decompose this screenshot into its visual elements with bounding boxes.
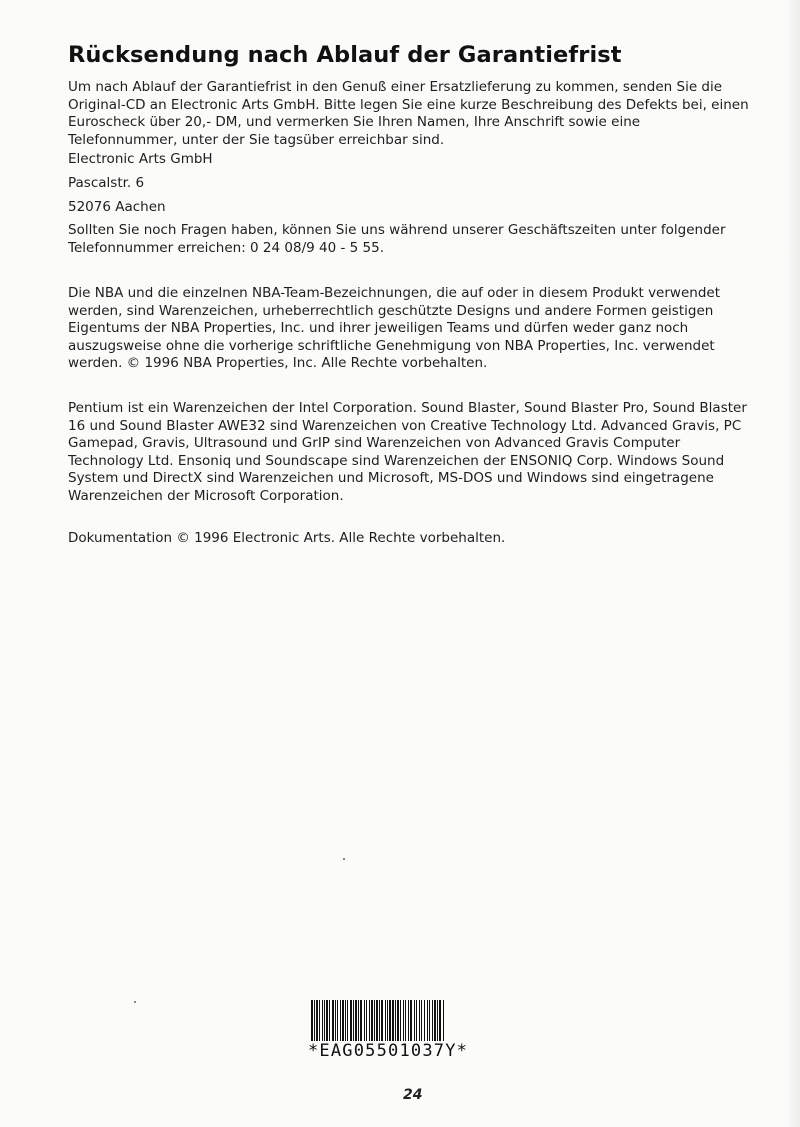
barcode-bar (381, 1000, 383, 1041)
barcode-bar (353, 1000, 354, 1041)
trademark-line: Gamepad, Gravis, Ultrasound und GrIP sind Warenzeichen von Advanced Gravis Computer (68, 435, 681, 451)
barcode-bar (319, 1000, 320, 1041)
barcode-bar (335, 1000, 336, 1041)
barcode-bar (369, 1000, 370, 1041)
barcode-bar (329, 1000, 330, 1041)
barcode-bar (350, 1000, 352, 1041)
nba-line: werden. © 1996 NBA Properties, Inc. Alle Rechte vorbehalten. (68, 355, 488, 371)
intro-line: Euroscheck über 20,- DM, und vermerken Sie Ihren Namen, Ihre Anschrift sowie eine (68, 114, 641, 130)
barcode-bar (358, 1000, 359, 1041)
nba-line: Eigentums der NBA Properties, Inc. und ihrer jeweiligen Teams und dürfen weder ganz noch (68, 320, 689, 336)
print-speck (343, 858, 345, 860)
trademarks-paragraph (68, 400, 773, 505)
barcode-bar (314, 1000, 315, 1041)
barcode-bar (429, 1000, 430, 1041)
page-edge-shadow (786, 0, 800, 1127)
barcode-bar (342, 1000, 344, 1041)
barcode-bar (371, 1000, 373, 1041)
intro-paragraph (68, 79, 773, 149)
barcode-bar (439, 1000, 441, 1041)
barcode-bar (403, 1000, 404, 1041)
trademark-line: Warenzeichen der Microsoft Corporation. (68, 487, 344, 504)
barcode-bar (400, 1000, 401, 1041)
barcode-bar (364, 1000, 365, 1041)
address-city: 52076 Aachen (68, 199, 166, 215)
trademark-line: Pentium ist ein Warenzeichen der Intel Corporation. Sound Blaster, Sound Blaster Pro, Sound Blaster (68, 400, 747, 416)
questions-line: Sollten Sie noch Fragen haben, können Sie uns während unserer Geschäftszeiten unter folgender (68, 222, 726, 238)
barcode-bar (434, 1000, 436, 1041)
barcode-bar (324, 1000, 325, 1041)
intro-line: Original-CD an Electronic Arts GmbH. Bitte legen Sie eine kurze Beschreibung des Defekts bei, einen (68, 96, 749, 113)
barcode-bar (443, 1000, 444, 1041)
print-speck (134, 1001, 136, 1003)
barcode-bar (322, 1000, 323, 1041)
barcode-bar (360, 1000, 362, 1041)
barcode-bar (387, 1000, 388, 1041)
barcode-bar (416, 1000, 417, 1041)
barcode-bar (392, 1000, 394, 1041)
address-street: Pascalstr. 6 (68, 175, 145, 191)
trademark-line: Technology Ltd. Ensoniq und Soundscape sind Warenzeichen der ENSONIQ Corp. Windows Sound (68, 452, 725, 469)
nba-trademark-paragraph (68, 285, 773, 373)
barcode-bar (427, 1000, 428, 1041)
barcode-bar (397, 1000, 399, 1041)
address-company: Electronic Arts GmbH (68, 151, 213, 167)
questions-line: Telefonnummer erreichen: 0 24 08/9 40 - 5 55. (68, 239, 384, 256)
barcode-bar (419, 1000, 420, 1041)
barcode-bar (376, 1000, 378, 1041)
barcode-bar (374, 1000, 375, 1041)
barcode-bar (337, 1000, 338, 1041)
barcode-bar (345, 1000, 346, 1041)
page-title: Rücksendung nach Ablauf der Garantiefrist (68, 42, 622, 68)
barcode-bar (408, 1000, 409, 1041)
barcode-bar (379, 1000, 380, 1041)
barcode-bar (355, 1000, 357, 1041)
barcode-bar (311, 1000, 313, 1041)
barcode-bar (395, 1000, 396, 1041)
barcode-bars (311, 1000, 513, 1041)
page-number: 24 (403, 1087, 423, 1103)
trademark-line: System und DirectX sind Warenzeichen und Microsoft, MS-DOS und Windows sind eingetragene (68, 470, 714, 486)
barcode-bar (347, 1000, 348, 1041)
barcode (311, 1000, 513, 1041)
barcode-bar (437, 1000, 438, 1041)
nba-line: werden, sind Warenzeichen, urheberrechtlich geschützte Designs und andere Formen geistigen (68, 302, 714, 319)
barcode-bar (326, 1000, 328, 1041)
intro-line: Um nach Ablauf der Garantiefrist in den Genuß einer Ersatzlieferung zu kommen, senden Sie die (68, 79, 723, 95)
barcode-text: *EAG05501037Y* (308, 1041, 469, 1061)
intro-line: Telefonnummer, unter der Sie tagsüber erreichbar sind. (68, 131, 445, 148)
barcode-bar (340, 1000, 341, 1041)
barcode-bar (385, 1000, 386, 1041)
barcode-bar (389, 1000, 391, 1041)
questions-paragraph (68, 222, 773, 257)
barcode-bar (410, 1000, 412, 1041)
barcode-bar (414, 1000, 415, 1041)
barcode-bar (366, 1000, 367, 1041)
trademark-line: 16 und Sound Blaster AWE32 sind Warenzeichen von Creative Technology Ltd. Advanced Gravis, PC (68, 417, 742, 434)
nba-line: auszugsweise ohne die vorherige schriftliche Genehmigung von NBA Properties, Inc. verwendet (68, 337, 715, 354)
barcode-bar (424, 1000, 425, 1041)
barcode-bar (405, 1000, 406, 1041)
barcode-bar (432, 1000, 433, 1041)
barcode-bar (316, 1000, 318, 1041)
barcode-bar (421, 1000, 422, 1041)
documentation-copyright: Dokumentation © 1996 Electronic Arts. Alle Rechte vorbehalten. (68, 530, 506, 546)
barcode-bar (332, 1000, 334, 1041)
nba-line: Die NBA und die einzelnen NBA-Team-Bezeichnungen, die auf oder in diesem Produkt verwendet (68, 285, 720, 301)
